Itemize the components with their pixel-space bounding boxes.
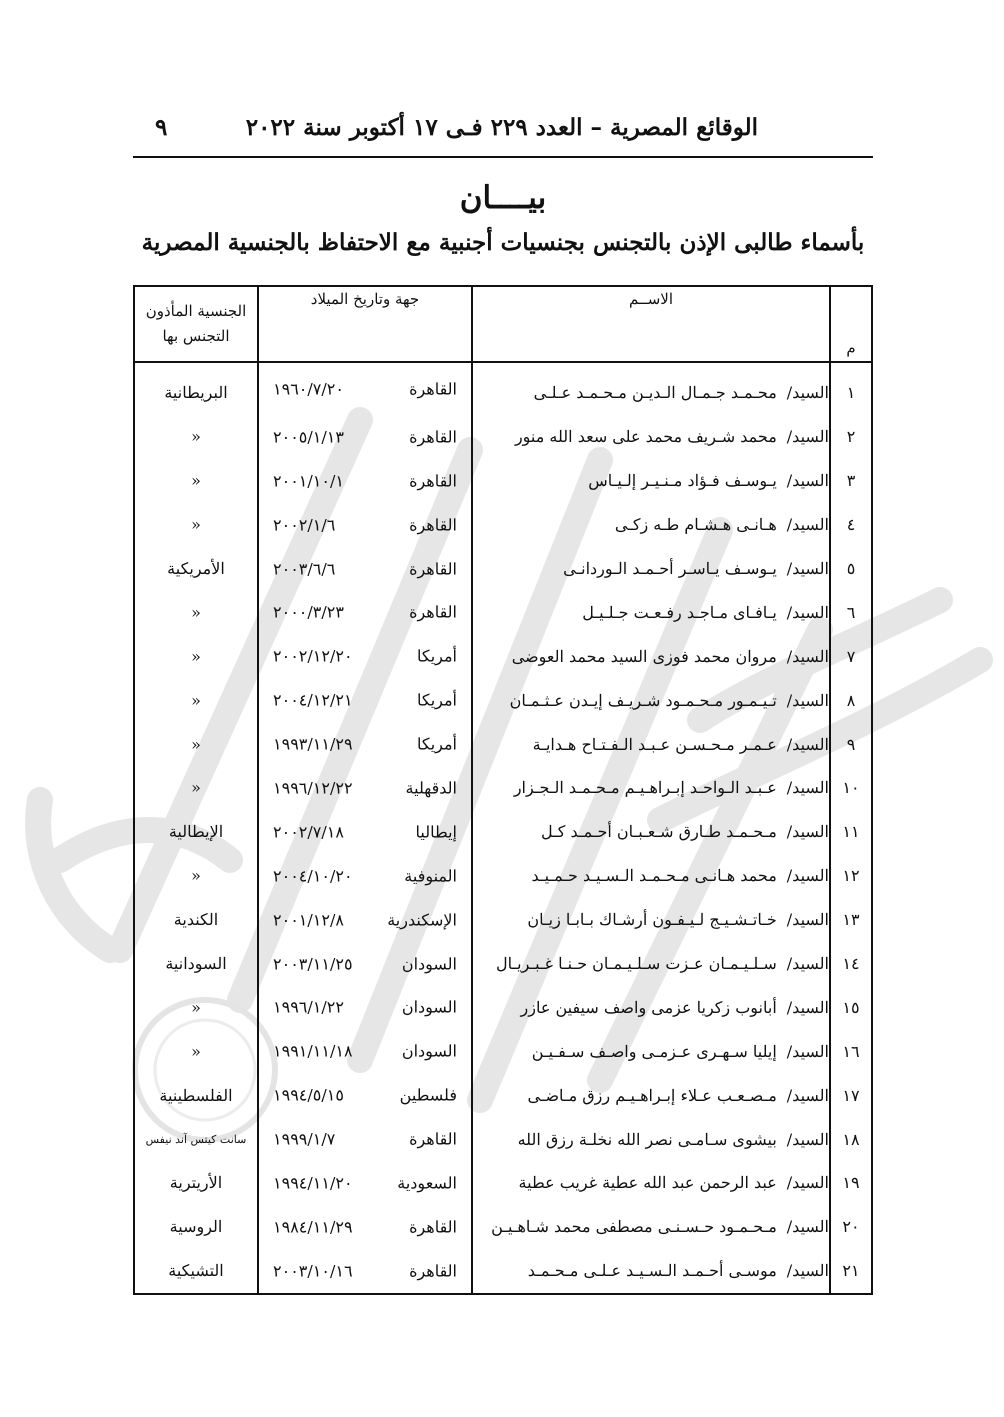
birth-cell [258,1117,472,1161]
birth-cell [258,766,472,810]
nationality-cell: « [191,515,201,535]
applicant-title: السيد/ [786,997,829,1017]
nationality-cell: « [191,471,201,491]
nationality-cell: الأريترية [169,1173,223,1193]
applicant-name: محمد شـريف محمد على سعد الله منور [514,427,777,447]
running-header [133,108,873,158]
birth-place: القاهرة [409,471,457,491]
table-row [134,1249,872,1294]
row-number: ٩ [830,722,872,766]
applicant-name: مـحـمـود حـسـنـى مصطفى محمد شـاهـيـن [491,1217,777,1237]
applicant-name: يـوسـف فـؤاد مـنـيـر إلـيـاس [588,471,777,491]
applicant-name-cell [472,678,830,722]
birth-place: السعودية [397,1173,457,1193]
applicant-name: عـبـد الـواحـد إبـراهـيـم مـحـمـد الـجـزار [513,778,777,798]
row-number: ٢٠ [830,1205,872,1249]
applicant-name-cell [472,362,830,415]
applicant-title: السيد/ [786,910,829,930]
birth-place: القاهرة [409,515,457,535]
table-row [134,415,872,459]
applicant-name-cell [472,1029,830,1073]
birth-date: ٢٠٠٣/١٠/١٦ [273,1261,353,1281]
birth-date: ١٩٩٤/٥/١٥ [273,1085,344,1105]
birth-place: القاهرة [409,1129,457,1149]
birth-place: القاهرة [409,379,457,399]
applicant-name: خـاتـشـيـج لـيـفـون أرشـاك بـابـا زيـان [527,910,777,930]
nationality-cell: « [191,646,201,666]
table-row [134,766,872,810]
birth-cell [258,415,472,459]
birth-date: ١٩٩٦/١٢/٢٢ [273,778,353,798]
header-nationality-line2: التجنس بها [162,327,230,345]
row-number: ١٥ [830,985,872,1029]
birth-place: الدقهلية [405,778,457,798]
applicant-title: السيد/ [786,734,829,754]
birth-cell [258,1029,472,1073]
birth-date: ١٩٩٤/١١/٢٠ [273,1173,353,1193]
applicant-title: السيد/ [786,646,829,666]
birth-cell [258,898,472,942]
birth-cell [258,854,472,898]
nationality-cell: الإيطالية [168,822,224,842]
row-number: ١٣ [830,898,872,942]
document-heading: بيــــان [459,180,547,216]
birth-place: القاهرة [409,1261,457,1281]
applicant-name: محـمـد جـمـال الـديـن مـحـمـد عـلـى [533,383,777,403]
row-number: ٢١ [830,1249,872,1294]
applicant-name-cell [472,985,830,1029]
birth-date: ٢٠٠٥/١/١٣ [273,427,344,447]
row-number: ١ [830,362,872,415]
applicant-name-cell [472,810,830,854]
birth-cell [258,590,472,634]
applicant-name-cell [472,634,830,678]
table-row [134,1205,872,1249]
birth-place: الإسكندرية [387,910,457,930]
running-title: الوقائع المصرية – العدد ٢٢٩ فـى ١٧ أكتوبر سنة ٢٠٢٢ [245,114,758,141]
applicant-name-cell [472,1249,830,1294]
nationality-cell: الروسية [169,1217,223,1237]
applicant-title: السيد/ [786,690,829,710]
birth-date: ٢٠٠٣/٦/٦ [273,559,336,578]
birth-cell [258,942,472,986]
applicant-name-cell [472,503,830,547]
applicant-name: مـصـعـب عـلاء إبـراهـيـم رزق مـاضـى [527,1085,777,1105]
applicant-name: مروان محمد فوزى السيد محمد العوضى [511,646,777,666]
nationality-cell: سانت كيتس آند نيفس [145,1132,247,1146]
birth-cell [258,634,472,678]
applicant-name: يـوسـف يـاسـر أحـمـد الـوردانـى [563,559,777,578]
applicant-name-cell [472,854,830,898]
birth-cell [258,1205,472,1249]
applicant-title: السيد/ [786,778,829,798]
applicant-name: محمد هـانـى مـحـمـد الـسـيـد حـمـيـد [531,866,777,886]
header-birth: جهة وتاريخ الميلاد [258,286,472,362]
header-nationality-line1: الجنسية المأذون [145,302,247,320]
table-header-row [134,286,872,362]
table-row [134,634,872,678]
birth-place: فلسطين [399,1085,457,1105]
applicant-name: بيشوى سـامـى نصر الله نخلـة رزق الله [517,1129,777,1149]
table-row [134,898,872,942]
row-number: ١٦ [830,1029,872,1073]
applicant-title: السيد/ [786,383,829,403]
applicant-name: عـمـر مـحـسـن عـبـد الـفـتـاح هـدايـة [532,734,777,754]
applicant-title: السيد/ [786,602,829,622]
row-number: ٧ [830,634,872,678]
applicant-title: السيد/ [786,1041,829,1061]
birth-date: ١٩٩١/١١/١٨ [273,1041,353,1061]
row-number: ١٩ [830,1161,872,1205]
applicant-name: سـلـيـمـان عـزت سـلـيـمـان حـنـا غـبـريـال [495,954,777,974]
birth-place: السودان [401,1041,457,1061]
nationality-cell: « [191,778,201,798]
applicant-title: السيد/ [786,427,829,447]
row-number: ١٠ [830,766,872,810]
row-number: ٤ [830,503,872,547]
row-number: ١٢ [830,854,872,898]
row-number: ٣ [830,459,872,503]
header-nationality [134,286,258,362]
birth-date: ١٩٦٠/٧/٢٠ [273,379,344,399]
applicant-name-cell [472,722,830,766]
nationality-cell: « [191,1041,201,1061]
table-row [134,459,872,503]
birth-date: ١٩٩٣/١١/٢٩ [273,734,353,754]
birth-cell [258,678,472,722]
applicant-name-cell [472,1205,830,1249]
nationality-cell: الكندية [173,910,219,930]
nationality-cell: « [191,690,201,710]
table-row [134,1073,872,1117]
applicant-name: عبد الرحمن عبد الله عطية غريب عطية [518,1173,777,1193]
table-row [134,1117,872,1161]
applicant-name: يـافـاى مـاجـد رفـعـت جـلـيـل [582,602,777,622]
table-row [134,590,872,634]
header-number: م [830,286,872,362]
applicant-name: هـانـى هـشـام طـه زكـى [614,515,777,535]
document-subheading: بأسماء طالبى الإذن بالتجنس بجنسيات أجنبية مع الاحتفاظ بالجنسية المصرية [141,229,865,256]
birth-date: ٢٠٠٣/١١/٢٥ [273,954,353,974]
table-row [134,547,872,591]
birth-place: القاهرة [409,427,457,447]
birth-place: إيطاليا [415,822,457,842]
applicant-title: السيد/ [786,954,829,974]
table-row [134,854,872,898]
nationality-cell: البريطانية [164,383,228,403]
nationality-cell: « [191,866,201,886]
row-number: ١٤ [830,942,872,986]
row-number: ٦ [830,590,872,634]
applicant-title: السيد/ [786,1217,829,1237]
birth-place: أمريكا [416,734,457,754]
applicant-title: السيد/ [786,822,829,842]
applicant-name-cell [472,415,830,459]
page-number: ٩ [155,114,168,141]
table-row [134,1029,872,1073]
birth-cell [258,810,472,854]
birth-place: القاهرة [409,559,457,578]
birth-cell [258,459,472,503]
birth-date: ٢٠٠٢/١٢/٢٠ [273,646,353,666]
applicant-name-cell [472,942,830,986]
row-number: ١١ [830,810,872,854]
applicant-name-cell [472,459,830,503]
applicant-title: السيد/ [786,1085,829,1105]
birth-place: القاهرة [409,602,457,622]
applicant-name-cell [472,766,830,810]
birth-date: ٢٠٠١/١٠/١ [273,471,344,491]
applicant-title: السيد/ [786,1261,829,1281]
birth-place: السودان [401,954,457,974]
nationality-cell: « [191,602,201,622]
birth-cell [258,503,472,547]
nationality-cell: « [191,734,201,754]
birth-cell [258,547,472,591]
applicant-name: أبانوب زكريا عزمى واصف سيفين عازر [520,997,777,1017]
nationality-cell: « [191,997,201,1017]
applicant-name-cell [472,547,830,591]
birth-date: ١٩٩٩/١/٧ [273,1129,336,1149]
birth-cell [258,985,472,1029]
birth-place: أمريكا [416,646,457,666]
row-number: ١٧ [830,1073,872,1117]
table-row [134,722,872,766]
applicant-title: السيد/ [786,559,829,578]
table-row [134,1161,872,1205]
nationality-cell: السودانية [165,954,227,974]
birth-date: ٢٠٠٢/٧/١٨ [273,822,344,842]
applicant-name-cell [472,1161,830,1205]
birth-place: القاهرة [409,1217,457,1237]
birth-cell [258,1161,472,1205]
nationality-cell: الأمريكية [167,559,225,578]
table-row [134,942,872,986]
applicant-name: إيليا سـهـرى عـزمـى واصـف سـفـيـن [531,1041,777,1061]
applicants-table [133,285,873,1295]
applicant-title: السيد/ [786,515,829,535]
applicant-title: السيد/ [786,866,829,886]
birth-place: المنوفية [404,866,457,886]
applicant-title: السيد/ [786,1173,829,1193]
applicant-name: مـحـمـد طـارق شـعـبـان أحـمـد كـل [540,822,777,842]
birth-date: ٢٠٠٠/٣/٢٣ [273,602,344,622]
table-row [134,362,872,415]
row-number: ٨ [830,678,872,722]
header-name: الاســم [472,286,830,362]
birth-cell [258,722,472,766]
applicant-name: تـيـمـور مـحـمـود شـريـف إيـدن عـثـمـان [509,690,777,710]
birth-date: ٢٠٠١/١٢/٨ [273,910,344,930]
applicant-name: موسـى أحـمـد الـسـيـد عـلـى مـحـمـد [527,1261,777,1281]
birth-place: السودان [401,997,457,1017]
table-row [134,503,872,547]
birth-cell [258,362,472,415]
applicant-name-cell [472,898,830,942]
applicant-name-cell [472,590,830,634]
row-number: ١٨ [830,1117,872,1161]
table-row [134,810,872,854]
birth-place: أمريكا [416,690,457,710]
nationality-cell: « [191,427,201,447]
birth-date: ٢٠٠٤/١٢/٢١ [273,690,353,710]
birth-cell [258,1249,472,1294]
birth-date: ١٩٩٦/١/٢٢ [273,997,344,1017]
nationality-cell: الفلسطينية [159,1085,233,1105]
applicant-title: السيد/ [786,1129,829,1149]
nationality-cell: التشيكية [168,1261,224,1281]
applicant-name-cell [472,1073,830,1117]
row-number: ٢ [830,415,872,459]
birth-date: ٢٠٠٢/١/٦ [273,515,336,535]
birth-date: ١٩٨٤/١١/٢٩ [273,1217,353,1237]
birth-date: ٢٠٠٤/١٠/٢٠ [273,866,353,886]
table-row [134,985,872,1029]
applicant-name-cell [472,1117,830,1161]
row-number: ٥ [830,547,872,591]
applicant-title: السيد/ [786,471,829,491]
birth-cell [258,1073,472,1117]
table-row [134,678,872,722]
